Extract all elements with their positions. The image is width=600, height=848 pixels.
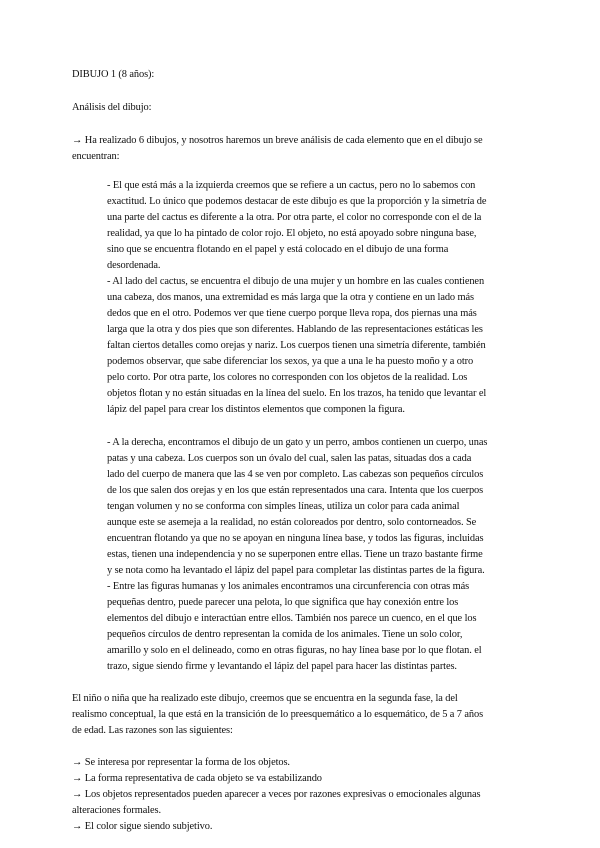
analysis-line: pequeñas dentro, puede parecer una pelota, lo que significa que hay conexión entre los	[107, 597, 459, 608]
document-title: DIBUJO 1 (8 años):	[72, 69, 155, 80]
analysis-line: lado del cuerpo de manera que las 4 se ven por completo. Las cabezas son pequeños círculos	[107, 469, 484, 480]
conclusion-line: realismo conceptual, la que está en la transición de lo preesquemático a lo esquemático, de 5 a 7 años	[72, 709, 484, 720]
analysis-line: tengan volumen y no se conforma con simples líneas, utiliza un color para cada animal	[107, 501, 460, 512]
analysis-line: amarillo y solo en el delineado, como en otras figuras, no hay línea base por lo que flotan. el	[107, 645, 482, 656]
reason-item: → El color sigue siendo subjetivo.	[72, 821, 213, 832]
intro-line: → Ha realizado 6 dibujos, y nosotros haremos un breve análisis de cada elemento que en el dibujo se	[72, 135, 483, 146]
analysis-line: realidad, ya que lo ha pintado de color rojo. El objeto, no está apoyado sobre ninguna base,	[107, 228, 477, 239]
analysis-line: podemos observar, que sabe diferenciar los sexos, ya que a una le ha puesto moño y a otro	[107, 356, 474, 367]
reason-item: → Se interesa por representar la forma de los objetos.	[72, 757, 290, 768]
analysis-line: - El que está más a la izquierda creemos que se refiere a un cactus, pero no lo sabemos con	[107, 180, 476, 191]
analysis-line: estas, tienen una independencia y no se superponen entre ellas. Tiene un trazo bastante firme	[107, 549, 483, 560]
analysis-line: trazo, sigue siendo firme y levantando el lápiz del papel para hacer las distintas partes.	[107, 661, 457, 672]
analysis-line: larga que la otra y dos pies que son diferentes. Hablando de las representaciones estáticas les	[107, 324, 483, 335]
analysis-line: pelo corto. Por otra parte, los colores no corresponden con los objetos de la realidad. Los	[107, 372, 468, 383]
analysis-line: objetos flotan y no están situadas en la línea del suelo. En los trazos, ha tenido que levantar el	[107, 388, 487, 399]
analysis-line: pequeños círculos de dentro representan la comida de los animales. Tiene un solo color,	[107, 629, 463, 640]
analysis-line: - A la derecha, encontramos el dibujo de un gato y un perro, ambos contienen un cuerpo, unas	[107, 437, 488, 448]
reason-item-continued: alteraciones formales.	[72, 805, 161, 816]
intro-line: encuentran:	[72, 151, 120, 162]
reason-item: → Los objetos representados pueden aparecer a veces por razones expresivas o emocionales algunas	[72, 789, 481, 800]
analysis-line: patas y una cabeza. Los cuerpos son un óvalo del cual, salen las patas, situadas dos a cada	[107, 453, 472, 464]
analysis-line: una cabeza, dos manos, una extremidad es más larga que la otra y contiene en un lado más	[107, 292, 474, 303]
analysis-line: aunque este se asemeja a la realidad, no están coloreados por dentro, solo contorneados. Se	[107, 517, 477, 528]
analysis-line: desordenada.	[107, 260, 161, 271]
analysis-line: sino que se encuentra flotando en el papel y está colocado en el dibujo de una forma	[107, 244, 449, 255]
conclusion-line: El niño o niña que ha realizado este dibujo, creemos que se encuentra en la segunda fase, la del	[72, 693, 458, 704]
analysis-line: faltan ciertos detalles como orejas y nariz. Los cuerpos tienen una simetría diferente, también	[107, 340, 486, 351]
analysis-line: de los que salen dos orejas y en los que están representados una cara. Intenta que los cuerpos	[107, 485, 484, 496]
analysis-line: una parte del cactus es diferente a la otra. Por otra parte, el color no corresponde con el de la	[107, 212, 482, 223]
analysis-line: exactitud. Lo único que podemos destacar de este dibujo es que la proporción y la simetría de	[107, 196, 487, 207]
analysis-line: elementos del dibujo e interactúan entre ellos. También nos parece un cuenco, en el que los	[107, 613, 477, 624]
analysis-line: encuentran flotando ya que no se apoyan en ninguna línea base, y todos las figuras, incluidas	[107, 533, 484, 544]
section-heading: Análisis del dibujo:	[72, 102, 152, 113]
conclusion-line: de edad. Las razones son las siguientes:	[72, 725, 233, 736]
analysis-line: - Al lado del cactus, se encuentra el dibujo de una mujer y un hombre en las cuales contienen	[107, 276, 485, 287]
analysis-line: dedos que en el otro. Podemos ver que tiene cuerpo porque lleva ropa, dos piernas una más	[107, 308, 477, 319]
reason-item: → La forma representativa de cada objeto se va estabilizando	[72, 773, 322, 784]
analysis-line: - Entre las figuras humanas y los animales encontramos una circunferencia con otras más	[107, 581, 470, 592]
analysis-line: lápiz del papel para crear los distintos elementos que componen la figura.	[107, 404, 405, 415]
analysis-line: y se nota como ha levantado el lápiz del papel para completar las distintas partes de la figura.	[107, 565, 485, 576]
